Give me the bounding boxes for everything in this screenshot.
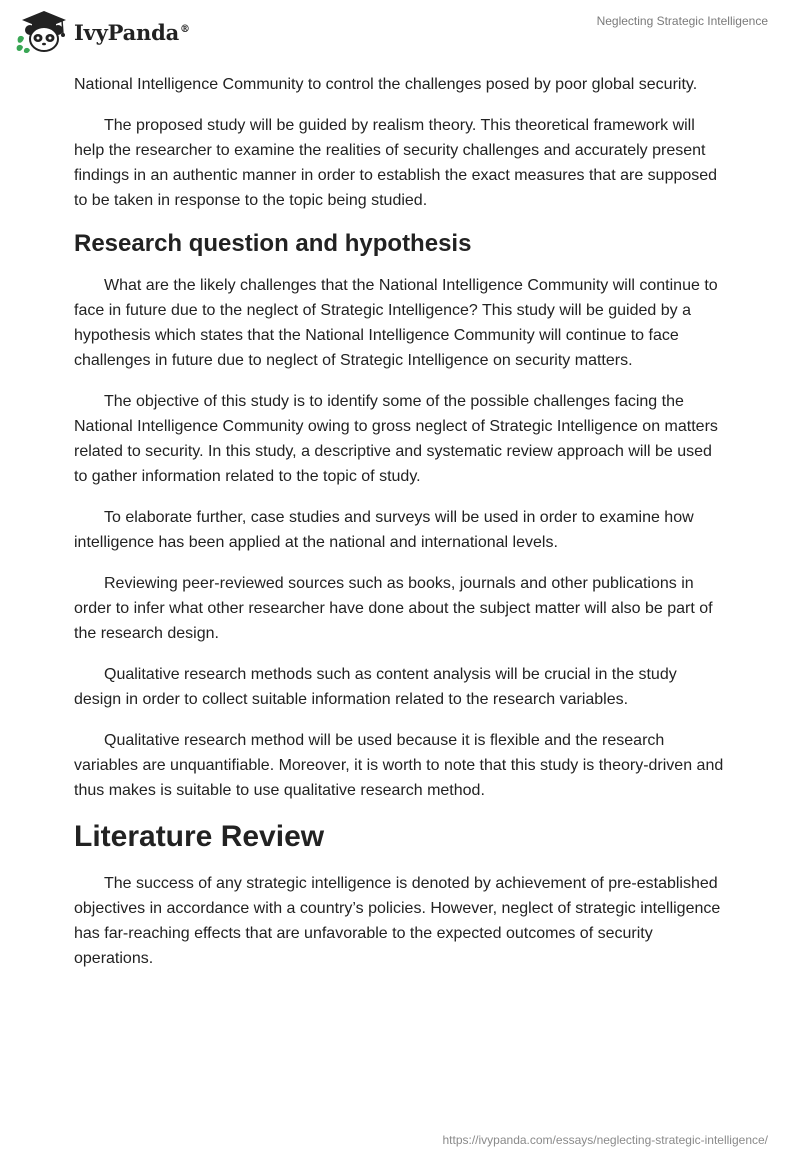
paragraph: National Intelligence Community to control the challenges posed by poor global security. <box>74 76 698 93</box>
paragraph: The proposed study will be guided by realism theory. This theoretical framework will help the researcher to examine the realities of security challenges and accurately present findings in an authentic manner in order to establish the exact measures that are supposed to be taken in response to the topic being studied. <box>74 117 718 209</box>
document-title: Neglecting Strategic Intelligence <box>596 14 768 28</box>
paragraph: The success of any strategic intelligence is denoted by achievement of pre-established objectives in accordance with a country’s policies. However, neglect of strategic intelligence has far-reaching effects that are unfavorable to the expected outcomes of security operations. <box>74 875 721 967</box>
section-heading-literature: Literature Review <box>74 820 325 853</box>
section-heading-research: Research question and hypothesis <box>74 230 472 257</box>
paragraph: What are the likely challenges that the National Intelligence Community will continue to face in future due to the neglect of Strategic Intelligence? This study will be guided by a hypothesis which states that the National Intelligence Community will continue to face challenges in future due to neglect of Strategic Intelligence on security matters. <box>74 277 718 369</box>
ivypanda-logo[interactable] <box>14 8 190 54</box>
paragraph: To elaborate further, case studies and surveys will be used in order to examine how intelligence has been applied at the national and international levels. <box>74 509 694 551</box>
paragraph: Qualitative research methods such as content analysis will be crucial in the study design in order to collect suitable information related to the research variables. <box>74 666 677 708</box>
source-url[interactable]: https://ivypanda.com/essays/neglecting-strategic-intelligence/ <box>442 1133 768 1147</box>
essay-body <box>74 72 724 987</box>
paragraph: The objective of this study is to identify some of the possible challenges facing the National Intelligence Community owing to gross neglect of Strategic Intelligence on matters related to security. In this study, a descriptive and systematic review approach will be used to gather information related to the topic of study. <box>74 393 718 485</box>
logo-text: IvyPanda® <box>74 19 190 45</box>
paragraph: Qualitative research method will be used because it is flexible and the research variables are unquantifiable. Moreover, it is worth to note that this study is theory-driven and thus makes is suitable to use qualitative research method. <box>74 732 724 799</box>
page-header <box>0 0 800 60</box>
paragraph: Reviewing peer-reviewed sources such as books, journals and other publications in order to infer what other researcher have done about the subject matter will also be part of the research design. <box>74 575 713 642</box>
panda-graduate-icon <box>14 8 72 54</box>
